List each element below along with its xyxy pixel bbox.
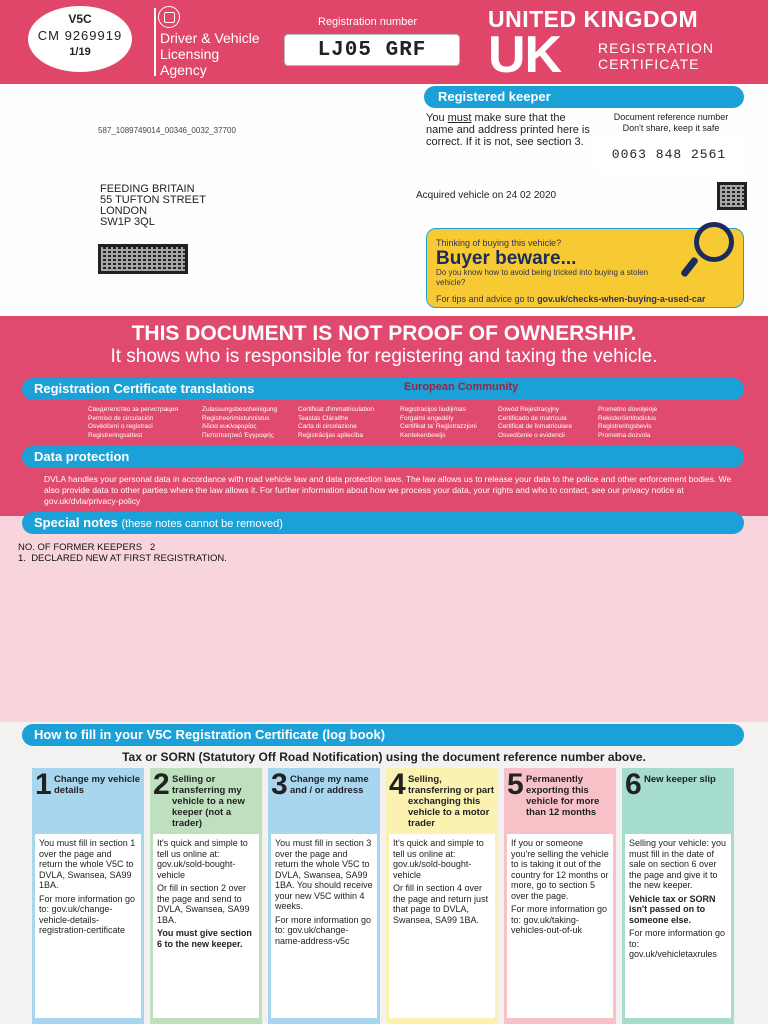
buyer-link[interactable]: gov.uk/checks-when-buying-a-used-car — [537, 294, 706, 304]
step-5: 5 Permanently exporting this vehicle for more than 12 months If you or someone you're selling the vehicle to is taking it out of the country for 12 months or more, go to section 5 over the page. For more information go to: gov.uk/taking-vehicles-out-of-uk — [504, 768, 616, 1024]
how-to-fill-bar: How to fill in your V5C Registration Certificate (log book) — [22, 724, 744, 746]
document-reference-label: Document reference number Don't share, keep it safe — [613, 112, 729, 133]
translation-column: Свидетелство за регистрация Permiso de circulación Osvědčení o registraci Registreringsattest — [88, 406, 179, 439]
buyer-text: Do you know how to avoid being tricked into buying a stolen vehicle? — [436, 268, 649, 287]
barcode-id: 587_1089749014_00346_0032_37700 — [98, 126, 236, 135]
how-to-subtitle: Tax or SORN (Statutory Off Road Notification) using the document reference number above. — [122, 750, 646, 764]
data-protection-text: DVLA handles your personal data in accordance with road vehicle law and data protection laws. The law allows us to release your data to the police and other enforcement bodies. We also provide data to other parties where the law allows it. For further information about how we process your data, your rights and who to contact, see our privacy notice at gov.uk/dvla/privacy-policy — [44, 474, 732, 506]
form-code: V5C — [68, 12, 92, 26]
special-notes-bar: Special notes (these notes cannot be removed) — [22, 512, 744, 534]
step-3: 3 Change my name and / or address You must fill in section 3 over the page and return the whole V5C to DVLA, Swansea, SA99 1BA. You should receive your new V5C within 4 weeks. For more information go to: gov.uk/change-name-address-v5c — [268, 768, 380, 1024]
agency-name: Driver & Vehicle Licensing Agency — [160, 30, 260, 78]
title-united-kingdom: UNITED KINGDOM — [488, 6, 699, 32]
registration-label: Registration number — [318, 16, 418, 28]
not-proof-heading: THIS DOCUMENT IS NOT PROOF OF OWNERSHIP. — [131, 322, 637, 345]
serial-number: CM 9269919 — [37, 28, 123, 43]
special-notes: NO. OF FORMER KEEPERS 2 1. DECLARED NEW AT FIRST REGISTRATION. — [18, 542, 227, 564]
registration-plate: LJ05 GRF — [284, 34, 460, 66]
responsibility-subheading: It shows who is responsible for registering and taxing the vehicle. — [110, 346, 658, 367]
magnifying-glass-icon — [694, 222, 734, 262]
data-protection-bar: Data protection — [22, 446, 744, 468]
translation-column: Dowód Rejestracyjny Certificado de matrícula Certificat de înmatriculare Osvedčenie o evidencii — [498, 406, 573, 439]
step-6: 6 New keeper slip Selling your vehicle: you must fill in the date of sale on section 6 over the page and give it to the new keeper. Vehicle tax or SORN isn't passed on to someone else. For more information go to: gov.uk/vehicletaxrules — [622, 768, 734, 1024]
acquired-date: Acquired vehicle on 24 02 2020 — [416, 190, 557, 201]
barcode-icon — [98, 244, 188, 274]
dvla-divider — [154, 8, 156, 76]
document-reference-number: 0063 848 2561 — [594, 138, 744, 172]
royal-crest-icon — [158, 6, 180, 28]
step-2: 2 Selling or transferring my vehicle to a new keeper (not a trader) It's quick and simple to tell us online at: gov.uk/sold-bought-vehicle Or fill in section 2 over the page and send to DVLA, Swansea, SA99 1BA. You must give section 6 to the new keeper. — [150, 768, 262, 1024]
step-1: 1 Change my vehicle details You must fill in section 1 over the page and return the whole V5C to DVLA, Swansea, SA99 1BA. For more information go to: gov.uk/change-vehicle-details-registration-certificate — [32, 768, 144, 1024]
title-uk: UK — [488, 26, 562, 84]
keeper-address: FEEDING BRITAIN 55 TUFTON STREET LONDON SW1P 3QL — [100, 183, 206, 228]
eu-label: European Community — [404, 381, 519, 393]
document-serial-oval — [28, 6, 132, 72]
translation-column: Registracijos liudijimas Forgalmi engedély Certifikat ta' Reġistrazzjoni Kentekenbewijs — [400, 406, 477, 439]
title-registration-certificate: REGISTRATION CERTIFICATE — [598, 40, 714, 72]
translation-column: Certificat d'immatriculation Teastas Cláraithe Carta di circolazione Reģistrācijas apliecība — [298, 406, 375, 439]
keeper-note: You must make sure that the name and address printed here is correct. If it is not, see section 3. — [426, 112, 590, 148]
translations-bar: Registration Certificate translations — [22, 378, 744, 400]
buyer-title: Buyer beware... — [436, 248, 577, 269]
buyer-tips: For tips and advice go to gov.uk/checks-when-buying-a-used-car — [436, 294, 706, 304]
qr-code-icon — [717, 182, 747, 210]
translation-column: Zulassungsbescheinigung Registreerimistunnistus Άδεια κυκλοφορίας Πιστοποιητικό Έγγραφής — [202, 406, 278, 439]
registered-keeper-bar: Registered keeper — [424, 86, 744, 108]
step-4: 4 Selling, transferring or part exchanging this vehicle to a motor trader It's quick and simple to tell us online at: gov.uk/sold-bought-vehicle Or fill in section 4 over the page and return just that page to DVLA, Swansea, SA99 1BA. — [386, 768, 498, 1024]
form-date: 1/19 — [69, 46, 91, 58]
buyer-question: Thinking of buying this vehicle? — [436, 238, 562, 248]
translation-column: Prometno dovoljenje Rekisteröintitodistus Registreringsbevis Prometna dozvola — [598, 406, 658, 439]
